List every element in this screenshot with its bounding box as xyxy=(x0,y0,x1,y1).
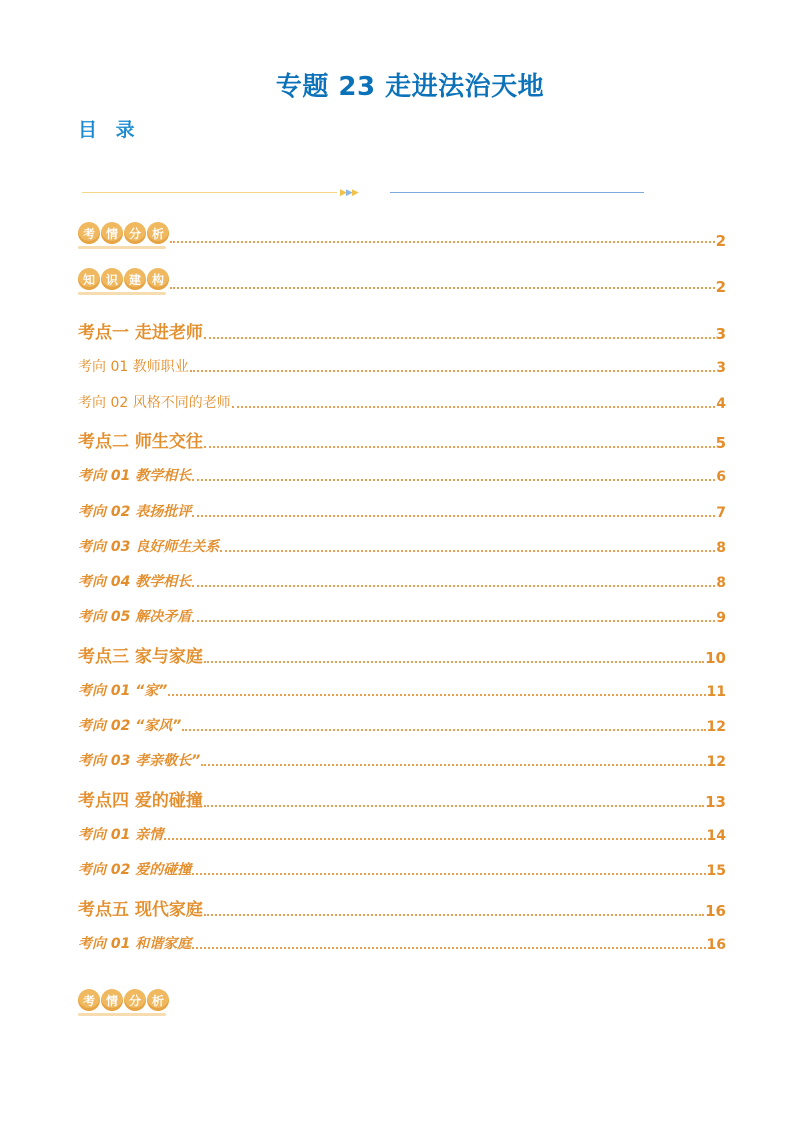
document-title: 专题 23 走进法治天地 xyxy=(275,72,545,102)
badge-char: 情 xyxy=(101,222,123,244)
toc-heading: 目 录 xyxy=(78,119,141,141)
dot-leader xyxy=(192,515,715,517)
section-badge-knowledge xyxy=(78,268,169,295)
toc-entry-label: 考向 01 “家” xyxy=(78,683,168,699)
toc-page-number: 4 xyxy=(716,396,726,412)
toc-page-number: 8 xyxy=(716,575,726,591)
badge-char: 分 xyxy=(124,989,146,1011)
toc-entry-subtopic[interactable] xyxy=(78,501,726,521)
divider-arrows-icon: ▶▶▶ xyxy=(340,188,358,198)
toc-entry-label: 考向 03 孝亲敬长” xyxy=(78,753,201,769)
toc-page-number: 6 xyxy=(716,469,726,485)
dot-leader xyxy=(204,661,704,663)
toc-page-number: 8 xyxy=(716,540,726,556)
toc-entry-label: 考向 01 教学相长 xyxy=(78,468,192,484)
toc-entry-subtopic[interactable] xyxy=(78,824,726,844)
dot-leader xyxy=(192,585,715,587)
badge-underline xyxy=(78,1013,166,1016)
toc-entry-subtopic[interactable] xyxy=(78,680,726,700)
toc-entry-knowledge[interactable] xyxy=(78,268,726,295)
toc-entry-topic-1[interactable] xyxy=(78,318,726,343)
toc-entry-subtopic[interactable] xyxy=(78,356,726,376)
dot-leader xyxy=(182,729,705,731)
dot-leader xyxy=(168,694,705,696)
badge-underline xyxy=(78,246,166,249)
dot-leader xyxy=(192,873,705,875)
toc-entry-label: 考向 05 解决矛盾 xyxy=(78,609,192,625)
section-badge-analysis xyxy=(78,222,169,249)
toc-page-number: 14 xyxy=(706,828,726,844)
badge-char: 构 xyxy=(147,268,169,290)
toc-entry-topic-4[interactable] xyxy=(78,786,726,811)
decorative-divider xyxy=(82,186,644,200)
toc-entry-label: 考向 02 “家风” xyxy=(78,718,182,734)
badge-char: 识 xyxy=(101,268,123,290)
toc-entry-label: 考向 01 和谐家庭 xyxy=(78,936,192,952)
toc-entry-subtopic[interactable] xyxy=(78,715,726,735)
dot-leader xyxy=(220,550,715,552)
toc-entry-label: 考向 03 良好师生关系 xyxy=(78,539,220,555)
toc-page-number: 13 xyxy=(705,793,726,811)
dot-leader xyxy=(164,838,705,840)
toc-page-number: 11 xyxy=(706,684,726,700)
toc-entry-label: 考向 01 亲情 xyxy=(78,827,164,843)
toc-entry-subtopic[interactable] xyxy=(78,571,726,591)
toc-page-number: 5 xyxy=(715,434,726,452)
toc-entry-subtopic[interactable] xyxy=(78,392,726,412)
dot-leader xyxy=(201,764,705,766)
dot-leader xyxy=(204,914,704,916)
toc-page-number: 12 xyxy=(706,719,726,735)
toc-entry-label: 考向 01 教师职业 xyxy=(78,359,189,375)
dot-leader xyxy=(204,337,715,339)
dot-leader xyxy=(192,947,705,949)
dot-leader xyxy=(192,620,715,622)
badge-char: 考 xyxy=(78,989,100,1011)
toc-entry-label: 考点一 走进老师 xyxy=(78,323,203,343)
badge-char: 知 xyxy=(78,268,100,290)
toc-entry-label: 考向 04 教学相长 xyxy=(78,574,192,590)
toc-entry-analysis[interactable] xyxy=(78,222,726,249)
toc-entry-subtopic[interactable] xyxy=(78,750,726,770)
toc-entry-subtopic[interactable] xyxy=(78,465,726,485)
badge-char: 情 xyxy=(101,989,123,1011)
badge-char: 析 xyxy=(147,222,169,244)
toc-page-number: 2 xyxy=(715,232,726,250)
toc-page-number: 16 xyxy=(705,902,726,920)
toc-entry-label: 考向 02 爱的碰撞 xyxy=(78,862,192,878)
dot-leader xyxy=(170,287,715,289)
dot-leader xyxy=(204,805,704,807)
toc-entry-topic-5[interactable] xyxy=(78,895,726,920)
badge-char: 建 xyxy=(124,268,146,290)
toc-entry-label: 考向 02 风格不同的老师 xyxy=(78,395,231,411)
toc-entry-label: 考点五 现代家庭 xyxy=(78,900,203,920)
toc-entry-subtopic[interactable] xyxy=(78,859,726,879)
toc-page-number: 2 xyxy=(715,278,726,296)
badge-underline xyxy=(78,292,166,295)
toc-page-number: 3 xyxy=(715,325,726,343)
toc-entry-topic-3[interactable] xyxy=(78,642,726,667)
dot-leader xyxy=(232,406,716,408)
divider-line-left xyxy=(82,192,337,193)
dot-leader xyxy=(204,446,715,448)
toc-page-number: 9 xyxy=(716,610,726,626)
badge-char: 分 xyxy=(124,222,146,244)
toc-page-number: 15 xyxy=(706,863,726,879)
toc-entry-label: 考向 02 表扬批评 xyxy=(78,504,192,520)
dot-leader xyxy=(192,479,715,481)
toc-entry-subtopic[interactable] xyxy=(78,536,726,556)
badge-char: 考 xyxy=(78,222,100,244)
badge-char: 析 xyxy=(147,989,169,1011)
toc-entry-label: 考点四 爱的碰撞 xyxy=(78,791,203,811)
toc-page-number: 3 xyxy=(716,360,726,376)
toc-page-number: 7 xyxy=(716,505,726,521)
divider-line-right xyxy=(390,192,644,193)
dot-leader xyxy=(170,241,715,243)
toc-page-number: 16 xyxy=(706,937,726,953)
toc-entry-label: 考点二 师生交往 xyxy=(78,432,203,452)
toc-entry-subtopic[interactable] xyxy=(78,933,726,953)
section-heading-analysis-badge xyxy=(78,989,169,1016)
toc-page-number: 10 xyxy=(705,649,726,667)
toc-entry-topic-2[interactable] xyxy=(78,427,726,452)
toc-page-number: 12 xyxy=(706,754,726,770)
toc-entry-label: 考点三 家与家庭 xyxy=(78,647,203,667)
dot-leader xyxy=(190,370,716,372)
toc-entry-subtopic[interactable] xyxy=(78,606,726,626)
